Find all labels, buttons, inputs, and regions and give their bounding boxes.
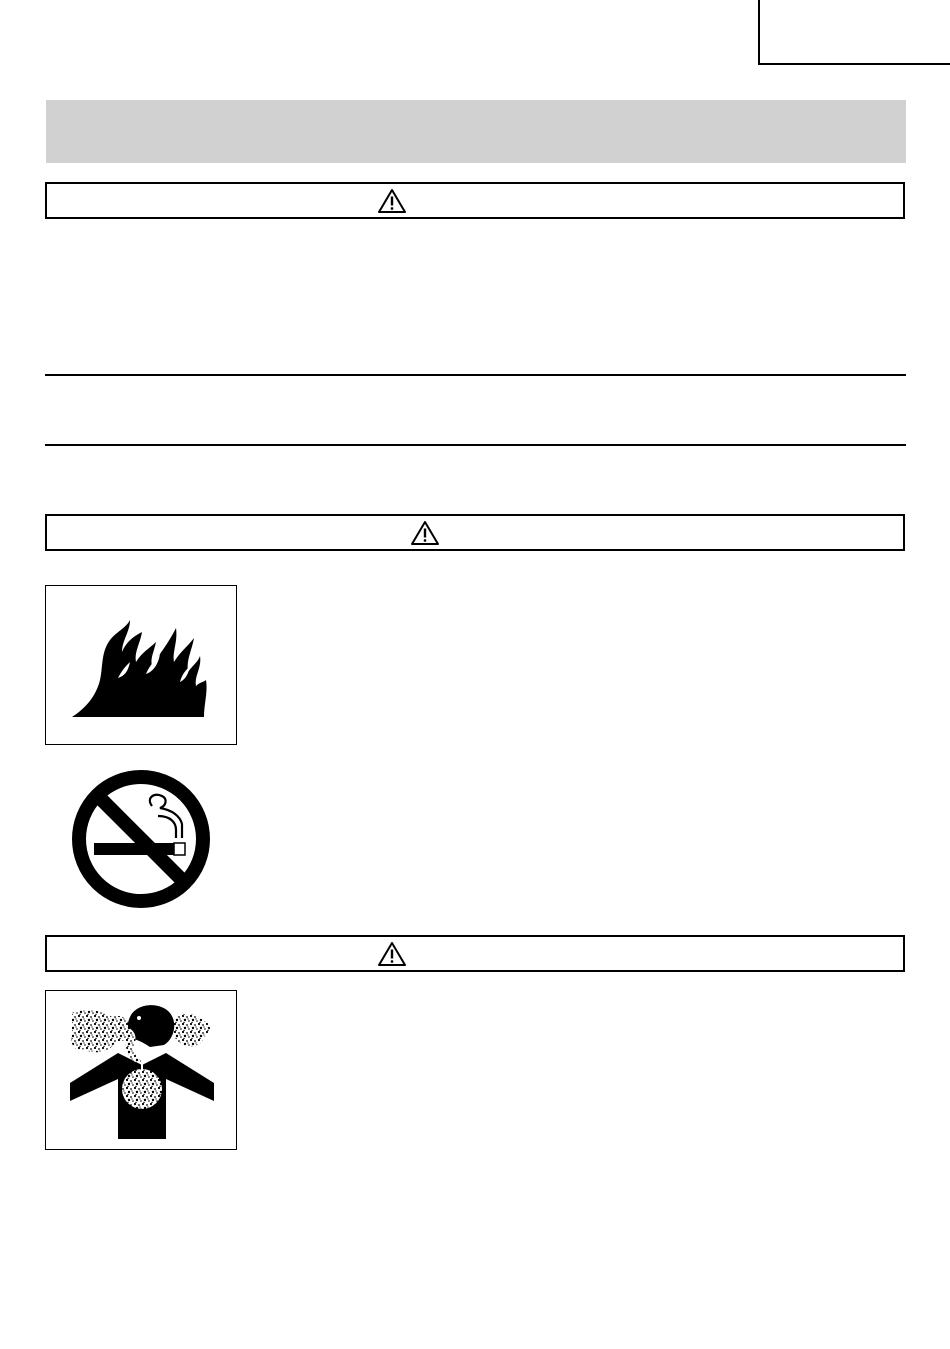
no-smoking-icon bbox=[70, 768, 212, 910]
divider-rule-bottom bbox=[45, 444, 906, 446]
warning-triangle-icon bbox=[410, 520, 440, 546]
fire-pictogram-box bbox=[45, 585, 237, 745]
warning-triangle-icon bbox=[377, 941, 407, 967]
toxic-fumes-icon bbox=[46, 991, 238, 1151]
warning-banner-3 bbox=[45, 935, 905, 972]
divider-rule-top bbox=[45, 374, 906, 376]
warning-triangle-icon bbox=[377, 188, 407, 214]
section-title-band bbox=[46, 100, 906, 163]
page-corner-tab bbox=[758, 0, 950, 65]
fumes-pictogram-box bbox=[45, 990, 237, 1150]
fire-icon bbox=[46, 586, 238, 746]
warning-banner-2 bbox=[45, 514, 905, 551]
warning-banner-1 bbox=[45, 182, 905, 219]
